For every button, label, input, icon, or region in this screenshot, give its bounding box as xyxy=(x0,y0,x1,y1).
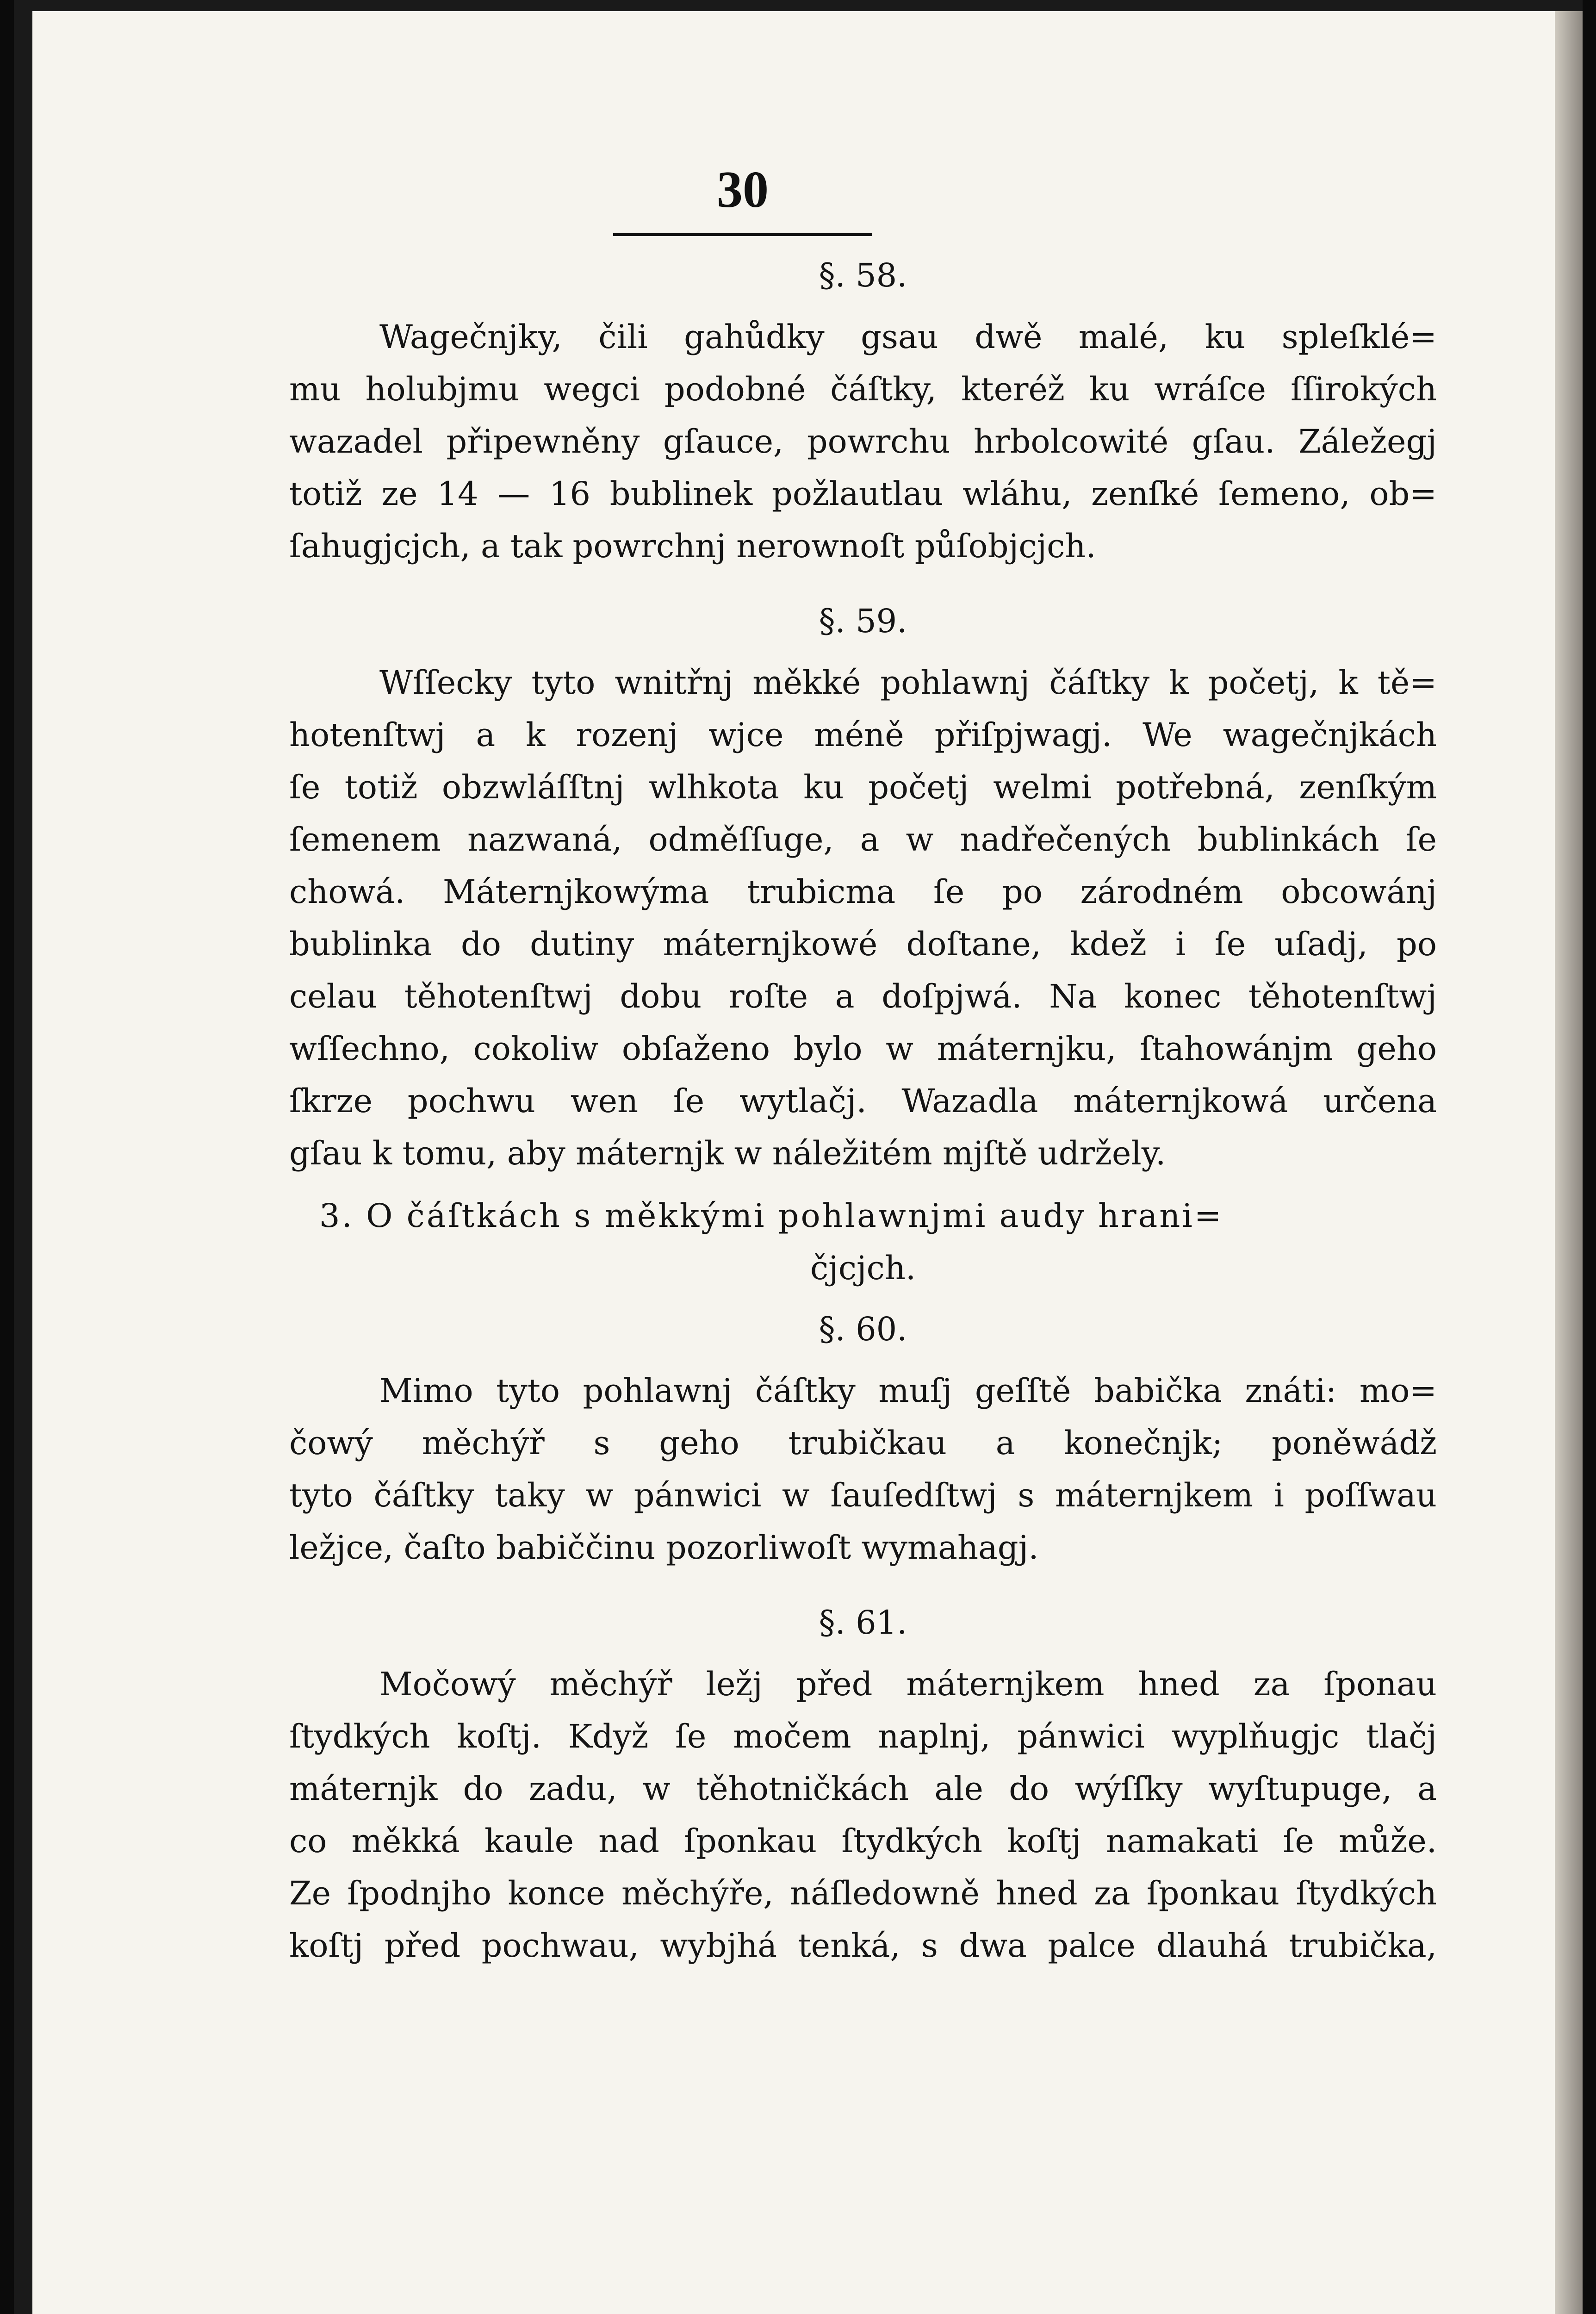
paragraph-line: ſtydkých koſtj. Když ſe močem naplnj, pánwici wyplňugjc tlačj xyxy=(289,1717,1437,1755)
page-number: 30 xyxy=(613,164,872,236)
chapter-heading-line-2: čjcjch. xyxy=(810,1249,916,1287)
paragraph-line: totiž ze 14 — 16 bublinek požlautlau wláhu, zenſké ſemeno, ob= xyxy=(289,475,1437,513)
paragraph-line: ſkrze pochwu wen ſe wytlačj. Wazadla máternjkowá určena xyxy=(289,1082,1437,1120)
paragraph-line: wſſechno, cokoliw obſaženo bylo w máternjku, ſtahowánjm geho xyxy=(289,1030,1437,1068)
paragraph-line: Močowý měchýř ležj před máternjkem hned za ſponau xyxy=(379,1665,1437,1703)
paragraph-line: ſemenem nazwaná, odměſſuge, a w nadřečených bublinkách ſe xyxy=(289,821,1437,858)
paragraph-line: ſe totiž obzwláſſtnj wlhkota ku početj welmi potřebná, zenſkým xyxy=(289,768,1437,806)
paragraph-line: tyto čáſtky taky w pánwici w ſauſedſtwj s máternjkem i poſſwau xyxy=(289,1476,1437,1514)
book-page xyxy=(14,0,1583,2314)
paragraph-line: mu holubjmu wegci podobné čáſtky, kteréž ku wráſce ſſirokých xyxy=(289,370,1437,408)
paragraph-58 xyxy=(289,311,1437,572)
paragraph-line: co měkká kaule nad ſponkau ſtydkých koſtj namakati ſe může. xyxy=(289,1822,1437,1860)
page-edge xyxy=(1555,11,1583,2314)
paragraph-line: gſau k tomu, aby máternjk w náležitém mjſtě udržely. xyxy=(289,1134,1166,1172)
paragraph-line: Mimo tyto pohlawnj čáſtky muſj geſſtě babička znáti: mo= xyxy=(379,1372,1437,1410)
paragraph-line: chowá. Máternjkowýma trubicma ſe po zárodném obcowánj xyxy=(289,873,1437,911)
paragraph-line: bublinka do dutiny máternjkowé doſtane, kdež i ſe uſadj, po xyxy=(289,925,1437,963)
section-heading-59: §. 59. xyxy=(819,602,907,640)
section-heading-60: §. 60. xyxy=(819,1310,907,1348)
chapter-heading-line-1: 3. O čáſtkách s měkkými pohlawnjmi audy hrani= xyxy=(319,1197,1223,1235)
paragraph-line: Wſſecky tyto wnitřnj měkké pohlawnj čáſtky k početj, k tě= xyxy=(379,664,1437,702)
section-heading-61: §. 61. xyxy=(819,1604,907,1642)
paragraph-60 xyxy=(289,1365,1437,1574)
paragraph-line: koſtj před pochwau, wybjhá tenká, s dwa palce dlauhá trubička, xyxy=(289,1927,1437,1965)
page-content xyxy=(289,161,1437,1972)
paragraph-line: máternjk do zadu, w těhotničkách ale do wýſſky wyſtupuge, a xyxy=(289,1770,1437,1808)
paragraph-line: Wagečnjky, čili gahůdky gsau dwě malé, ku spleſklé= xyxy=(379,318,1437,356)
paragraph-line: Ze ſpodnjho konce měchýře, náſledowně hned za ſponkau ſtydkých xyxy=(289,1874,1437,1912)
paragraph-59 xyxy=(289,657,1437,1180)
paragraph-61 xyxy=(289,1658,1437,1972)
paragraph-line: hotenſtwj a k rozenj wjce méně přiſpjwagj. We wagečnjkách xyxy=(289,716,1437,754)
paragraph-line: ležjce, čaſto babiččinu pozorliwoſt wymahagj. xyxy=(289,1529,1039,1567)
paragraph-line: wazadel připewněny gſauce, powrchu hrbolcowité gſau. Záležegj xyxy=(289,423,1437,460)
paragraph-line: čowý měchýř s geho trubičkau a konečnjk; poněwádž xyxy=(289,1424,1437,1462)
paragraph-line: celau těhotenſtwj dobu roſte a doſpjwá. Na konec těhotenſtwj xyxy=(289,977,1437,1015)
section-heading-58: §. 58. xyxy=(819,256,907,294)
chapter-heading xyxy=(289,1190,1437,1294)
paragraph-line: ſahugjcjch, a tak powrchnj nerownoſt půſobjcjch. xyxy=(289,527,1096,565)
